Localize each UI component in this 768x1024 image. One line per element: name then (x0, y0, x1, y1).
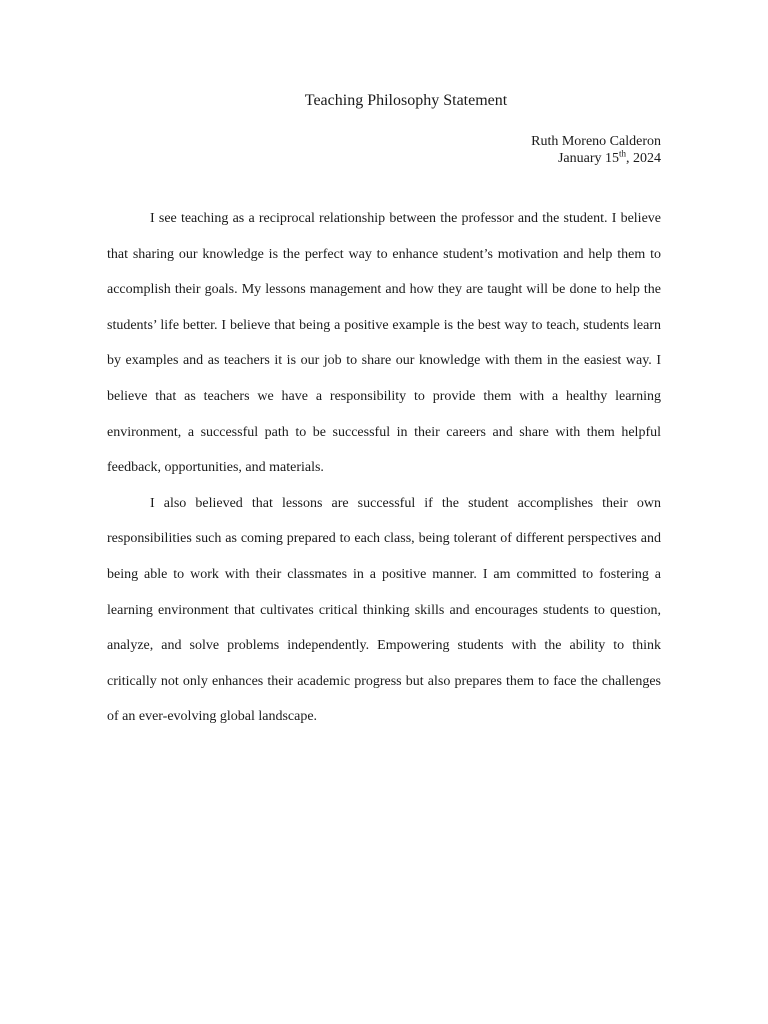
date-ordinal-suffix: th (618, 148, 626, 159)
document-date (531, 150, 661, 167)
author-block (531, 133, 661, 167)
paragraph-2: I also believed that lessons are successful if the student accomplishes their own responsibilities such as coming prepared to each class, being tolerant of different perspectives and being able to work with their classmates in a positive manner. I am committed to fostering a learning environment that cultivates critical thinking skills and encourages students to question, analyze, and solve problems independently. Empowering students with the ability to think critically not only enhances their academic progress but also prepares them to face the challenges of an ever-evolving global landscape. (107, 495, 661, 725)
paragraph-1: I see teaching as a reciprocal relationship between the professor and the student. I believe that sharing our knowledge is the perfect way to enhance student’s motivation and help them to accomplish their goals. My lessons management and how they are taught will be done to help the students’ life better. I believe that being a positive example is the best way to teach, students learn by examples and as teachers it is our job to share our knowledge with them in the easiest way. I believe that as teachers we have a responsibility to provide them with a healthy learning environment, a successful path to be successful in their careers and share with them helpful feedback, opportunities, and materials. (107, 211, 661, 476)
body-text (107, 201, 661, 735)
author-name: Ruth Moreno Calderon (531, 134, 661, 149)
date-year: , 2024 (626, 151, 661, 166)
date-month-day: January 15 (557, 151, 619, 166)
document-title: Teaching Philosophy Statement (304, 92, 508, 109)
